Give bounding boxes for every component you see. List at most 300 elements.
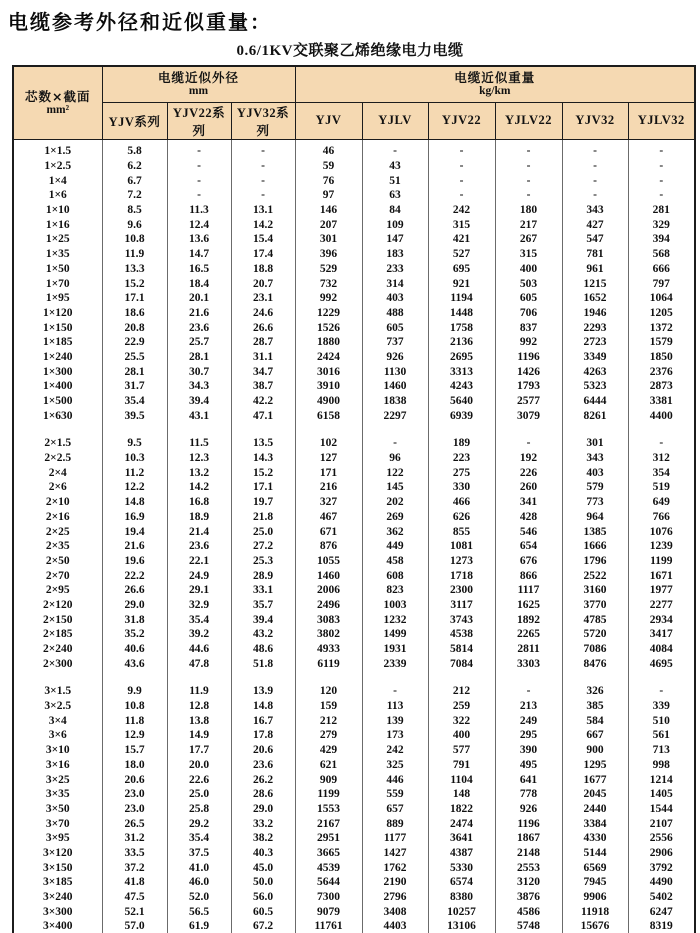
- value-cell: 56.5: [167, 904, 231, 919]
- value-cell: 1194: [428, 291, 495, 306]
- spec-cell: 3×95: [13, 831, 102, 846]
- spec-cell: 2×16: [13, 510, 102, 525]
- table-row: [13, 802, 695, 817]
- value-cell: 325: [362, 758, 428, 773]
- value-cell: 2045: [562, 787, 628, 802]
- value-cell: 18.4: [167, 276, 231, 291]
- value-cell: 14.9: [167, 728, 231, 743]
- value-cell: -: [167, 188, 231, 203]
- value-cell: 26.2: [231, 772, 295, 787]
- value-cell: 34.3: [167, 379, 231, 394]
- value-cell: 84: [362, 203, 428, 218]
- spec-cell: 3×185: [13, 875, 102, 890]
- value-cell: 495: [495, 758, 562, 773]
- value-cell: -: [362, 144, 428, 159]
- spec-cell: 1×50: [13, 262, 102, 277]
- value-cell: 1652: [562, 291, 628, 306]
- value-cell: 279: [295, 728, 362, 743]
- value-cell: 30.7: [167, 364, 231, 379]
- value-cell: 4387: [428, 846, 495, 861]
- value-cell: 1460: [295, 568, 362, 583]
- table-row: [13, 394, 695, 409]
- value-cell: 314: [362, 276, 428, 291]
- value-cell: 5144: [562, 846, 628, 861]
- value-cell: 57.0: [102, 919, 167, 933]
- value-cell: 35.7: [231, 598, 295, 613]
- value-cell: -: [628, 173, 695, 188]
- value-cell: 1199: [628, 554, 695, 569]
- value-cell: 2136: [428, 335, 495, 350]
- value-cell: 27.2: [231, 539, 295, 554]
- spec-cell: 1×500: [13, 394, 102, 409]
- value-cell: 7945: [562, 875, 628, 890]
- value-cell: 3079: [495, 408, 562, 423]
- spacer-cell: [13, 671, 102, 684]
- spec-cell: 2×2.5: [13, 451, 102, 466]
- value-cell: 657: [362, 802, 428, 817]
- value-cell: 40.3: [231, 846, 295, 861]
- value-cell: 29.0: [102, 598, 167, 613]
- value-cell: 1666: [562, 539, 628, 554]
- header-series-yjv-od: YJV系列: [102, 102, 167, 139]
- value-cell: 61.9: [167, 919, 231, 933]
- value-cell: 1499: [362, 627, 428, 642]
- table-row: [13, 262, 695, 277]
- value-cell: 67.2: [231, 919, 295, 933]
- value-cell: 791: [428, 758, 495, 773]
- value-cell: 503: [495, 276, 562, 291]
- value-cell: 339: [628, 699, 695, 714]
- value-cell: 14.8: [231, 699, 295, 714]
- value-cell: 31.1: [231, 350, 295, 365]
- table-row: [13, 232, 695, 247]
- value-cell: 2934: [628, 612, 695, 627]
- value-cell: 926: [362, 350, 428, 365]
- value-cell: 38.2: [231, 831, 295, 846]
- value-cell: -: [562, 188, 628, 203]
- value-cell: 427: [562, 217, 628, 232]
- spacer-cell: [102, 671, 167, 684]
- value-cell: 354: [628, 465, 695, 480]
- value-cell: 3160: [562, 583, 628, 598]
- value-cell: 6444: [562, 394, 628, 409]
- value-cell: 676: [495, 554, 562, 569]
- header-series-yjv22: YJV22: [428, 102, 495, 139]
- spec-cell: 2×150: [13, 612, 102, 627]
- value-cell: 25.5: [102, 350, 167, 365]
- value-cell: 403: [362, 291, 428, 306]
- value-cell: 2496: [295, 598, 362, 613]
- value-cell: -: [495, 173, 562, 188]
- value-cell: 695: [428, 262, 495, 277]
- table-row: [13, 408, 695, 423]
- header-od-group: [102, 66, 295, 102]
- value-cell: 31.2: [102, 831, 167, 846]
- value-cell: 42.2: [231, 394, 295, 409]
- value-cell: 24.9: [167, 568, 231, 583]
- value-cell: 1850: [628, 350, 695, 365]
- spec-cell: 3×4: [13, 713, 102, 728]
- value-cell: 312: [628, 451, 695, 466]
- value-cell: 2906: [628, 846, 695, 861]
- table-row: [13, 173, 695, 188]
- value-cell: 38.7: [231, 379, 295, 394]
- table-row: [13, 495, 695, 510]
- value-cell: 43: [362, 159, 428, 174]
- value-cell: 510: [628, 713, 695, 728]
- value-cell: 183: [362, 247, 428, 262]
- value-cell: 926: [495, 802, 562, 817]
- spec-cell: 2×35: [13, 539, 102, 554]
- value-cell: 1196: [495, 350, 562, 365]
- value-cell: 608: [362, 568, 428, 583]
- value-cell: 400: [428, 728, 495, 743]
- value-cell: 3876: [495, 890, 562, 905]
- header-spec-unit: mm²: [46, 103, 70, 116]
- value-cell: 1385: [562, 524, 628, 539]
- value-cell: 260: [495, 480, 562, 495]
- value-cell: 26.5: [102, 816, 167, 831]
- value-cell: 22.2: [102, 568, 167, 583]
- value-cell: 3665: [295, 846, 362, 861]
- value-cell: 6574: [428, 875, 495, 890]
- value-cell: -: [428, 188, 495, 203]
- value-cell: 362: [362, 524, 428, 539]
- value-cell: 921: [428, 276, 495, 291]
- value-cell: 1372: [628, 320, 695, 335]
- spec-cell: 1×185: [13, 335, 102, 350]
- spec-cell: 1×150: [13, 320, 102, 335]
- value-cell: 1758: [428, 320, 495, 335]
- value-cell: 4243: [428, 379, 495, 394]
- value-cell: 16.8: [167, 495, 231, 510]
- value-cell: 14.2: [231, 217, 295, 232]
- value-cell: 4490: [628, 875, 695, 890]
- value-cell: 32.9: [167, 598, 231, 613]
- value-cell: -: [428, 144, 495, 159]
- spec-cell: 3×16: [13, 758, 102, 773]
- value-cell: 667: [562, 728, 628, 743]
- value-cell: 2474: [428, 816, 495, 831]
- table-row: [13, 335, 695, 350]
- value-cell: -: [362, 684, 428, 699]
- value-cell: 43.1: [167, 408, 231, 423]
- value-cell: 202: [362, 495, 428, 510]
- header-series-yjlv22: YJLV22: [495, 102, 562, 139]
- value-cell: 1214: [628, 772, 695, 787]
- value-cell: 7300: [295, 890, 362, 905]
- table-row: [13, 510, 695, 525]
- value-cell: 16.9: [102, 510, 167, 525]
- table-row: [13, 320, 695, 335]
- value-cell: 1579: [628, 335, 695, 350]
- value-cell: 1718: [428, 568, 495, 583]
- spacer-cell: [231, 423, 295, 436]
- table-row: [13, 713, 695, 728]
- value-cell: 737: [362, 335, 428, 350]
- value-cell: 76: [295, 173, 362, 188]
- header-spec: [13, 66, 102, 139]
- value-cell: 17.1: [102, 291, 167, 306]
- value-cell: 797: [628, 276, 695, 291]
- table-row: [13, 860, 695, 875]
- table-row: [13, 642, 695, 657]
- table-row: [13, 699, 695, 714]
- value-cell: 25.3: [231, 554, 295, 569]
- value-cell: 17.8: [231, 728, 295, 743]
- value-cell: 39.4: [231, 612, 295, 627]
- value-cell: 584: [562, 713, 628, 728]
- value-cell: 21.6: [102, 539, 167, 554]
- value-cell: 467: [295, 510, 362, 525]
- value-cell: 23.6: [167, 320, 231, 335]
- value-cell: 109: [362, 217, 428, 232]
- value-cell: 4084: [628, 642, 695, 657]
- value-cell: 11.3: [167, 203, 231, 218]
- value-cell: 10.8: [102, 232, 167, 247]
- value-cell: 11.5: [167, 436, 231, 451]
- value-cell: 1426: [495, 364, 562, 379]
- spacer-cell: [428, 423, 495, 436]
- spec-cell: 1×35: [13, 247, 102, 262]
- value-cell: 16.7: [231, 713, 295, 728]
- value-cell: 242: [362, 743, 428, 758]
- value-cell: 2577: [495, 394, 562, 409]
- value-cell: 127: [295, 451, 362, 466]
- value-cell: 37.2: [102, 860, 167, 875]
- spacer-cell: [167, 423, 231, 436]
- value-cell: 322: [428, 713, 495, 728]
- table-row: [13, 758, 695, 773]
- value-cell: 24.6: [231, 306, 295, 321]
- value-cell: 992: [495, 335, 562, 350]
- value-cell: 14.3: [231, 451, 295, 466]
- table-body: [13, 139, 695, 933]
- value-cell: 1064: [628, 291, 695, 306]
- value-cell: 5640: [428, 394, 495, 409]
- value-cell: 212: [295, 713, 362, 728]
- value-cell: 7086: [562, 642, 628, 657]
- value-cell: 51: [362, 173, 428, 188]
- value-cell: 63: [362, 188, 428, 203]
- value-cell: 3313: [428, 364, 495, 379]
- value-cell: 1199: [295, 787, 362, 802]
- value-cell: 8.5: [102, 203, 167, 218]
- value-cell: -: [628, 684, 695, 699]
- value-cell: 5748: [495, 919, 562, 933]
- value-cell: 2148: [495, 846, 562, 861]
- value-cell: 41.8: [102, 875, 167, 890]
- value-cell: 33.1: [231, 583, 295, 598]
- table-row: [13, 203, 695, 218]
- table-row: [13, 816, 695, 831]
- value-cell: 2190: [362, 875, 428, 890]
- value-cell: 4933: [295, 642, 362, 657]
- value-cell: 1553: [295, 802, 362, 817]
- spacer-cell: [13, 423, 102, 436]
- spec-cell: 1×25: [13, 232, 102, 247]
- value-cell: 97: [295, 188, 362, 203]
- value-cell: 4400: [628, 408, 695, 423]
- value-cell: 249: [495, 713, 562, 728]
- value-cell: 837: [495, 320, 562, 335]
- value-cell: 3792: [628, 860, 695, 875]
- value-cell: 3117: [428, 598, 495, 613]
- value-cell: 11.9: [102, 247, 167, 262]
- value-cell: 2265: [495, 627, 562, 642]
- table-row: [13, 831, 695, 846]
- value-cell: 315: [428, 217, 495, 232]
- value-cell: 4263: [562, 364, 628, 379]
- table-row: [13, 568, 695, 583]
- spec-cell: 2×70: [13, 568, 102, 583]
- value-cell: 37.5: [167, 846, 231, 861]
- value-cell: 31.8: [102, 612, 167, 627]
- spec-cell: 3×1.5: [13, 684, 102, 699]
- value-cell: 577: [428, 743, 495, 758]
- value-cell: 1076: [628, 524, 695, 539]
- value-cell: 295: [495, 728, 562, 743]
- value-cell: 39.4: [167, 394, 231, 409]
- value-cell: 173: [362, 728, 428, 743]
- value-cell: 649: [628, 495, 695, 510]
- value-cell: 96: [362, 451, 428, 466]
- table-row: [13, 291, 695, 306]
- spec-cell: 1×70: [13, 276, 102, 291]
- value-cell: 3083: [295, 612, 362, 627]
- value-cell: 1427: [362, 846, 428, 861]
- table-row: [13, 904, 695, 919]
- spec-cell: 3×150: [13, 860, 102, 875]
- value-cell: 1796: [562, 554, 628, 569]
- value-cell: 148: [428, 787, 495, 802]
- value-cell: 35.4: [167, 831, 231, 846]
- value-cell: 51.8: [231, 656, 295, 671]
- value-cell: 20.1: [167, 291, 231, 306]
- value-cell: 529: [295, 262, 362, 277]
- spacer-cell: [428, 671, 495, 684]
- value-cell: 47.5: [102, 890, 167, 905]
- value-cell: 21.8: [231, 510, 295, 525]
- spec-cell: 3×6: [13, 728, 102, 743]
- value-cell: 33.5: [102, 846, 167, 861]
- value-cell: 113: [362, 699, 428, 714]
- value-cell: 3016: [295, 364, 362, 379]
- value-cell: 147: [362, 232, 428, 247]
- value-cell: 12.2: [102, 480, 167, 495]
- value-cell: -: [167, 173, 231, 188]
- value-cell: 20.6: [102, 772, 167, 787]
- value-cell: 11761: [295, 919, 362, 933]
- value-cell: 180: [495, 203, 562, 218]
- table-row: [13, 919, 695, 933]
- table-row: [13, 217, 695, 232]
- value-cell: 1177: [362, 831, 428, 846]
- value-cell: 2006: [295, 583, 362, 598]
- value-cell: 20.8: [102, 320, 167, 335]
- page-title: 电缆参考外径和近似重量：: [8, 10, 272, 34]
- value-cell: 3743: [428, 612, 495, 627]
- value-cell: 5402: [628, 890, 695, 905]
- value-cell: 13106: [428, 919, 495, 933]
- value-cell: 3641: [428, 831, 495, 846]
- spec-cell: 3×120: [13, 846, 102, 861]
- value-cell: 301: [295, 232, 362, 247]
- value-cell: 48.6: [231, 642, 295, 657]
- value-cell: 102: [295, 436, 362, 451]
- spec-cell: 2×1.5: [13, 436, 102, 451]
- value-cell: 732: [295, 276, 362, 291]
- spec-cell: 3×300: [13, 904, 102, 919]
- header-series-yjv22-od: YJV22系列: [167, 102, 231, 139]
- spacer-row: [13, 671, 695, 684]
- value-cell: 12.3: [167, 451, 231, 466]
- value-cell: 23.1: [231, 291, 295, 306]
- spec-cell: 1×6: [13, 188, 102, 203]
- value-cell: 9906: [562, 890, 628, 905]
- value-cell: 1003: [362, 598, 428, 613]
- spec-cell: 1×4: [13, 173, 102, 188]
- table-row: [13, 787, 695, 802]
- value-cell: 16.5: [167, 262, 231, 277]
- table-row: [13, 247, 695, 262]
- value-cell: -: [495, 436, 562, 451]
- value-cell: 3802: [295, 627, 362, 642]
- value-cell: -: [628, 436, 695, 451]
- value-cell: 13.2: [167, 465, 231, 480]
- value-cell: 12.8: [167, 699, 231, 714]
- value-cell: 390: [495, 743, 562, 758]
- value-cell: 8319: [628, 919, 695, 933]
- value-cell: 29.2: [167, 816, 231, 831]
- header-series-yjlv: YJLV: [362, 102, 428, 139]
- table-row: [13, 364, 695, 379]
- value-cell: 2339: [362, 656, 428, 671]
- value-cell: 11918: [562, 904, 628, 919]
- value-cell: 3303: [495, 656, 562, 671]
- header-weight-label: 电缆近似重量: [454, 70, 536, 86]
- value-cell: 2297: [362, 408, 428, 423]
- table-row: [13, 598, 695, 613]
- value-cell: 13.8: [167, 713, 231, 728]
- table-row: [13, 846, 695, 861]
- value-cell: 961: [562, 262, 628, 277]
- value-cell: 547: [562, 232, 628, 247]
- value-cell: -: [628, 144, 695, 159]
- value-cell: 1892: [495, 612, 562, 627]
- table-row: [13, 627, 695, 642]
- value-cell: 226: [495, 465, 562, 480]
- value-cell: 855: [428, 524, 495, 539]
- value-cell: 964: [562, 510, 628, 525]
- value-cell: 1196: [495, 816, 562, 831]
- value-cell: 23.0: [102, 787, 167, 802]
- table-row: [13, 656, 695, 671]
- value-cell: 2107: [628, 816, 695, 831]
- value-cell: 1273: [428, 554, 495, 569]
- table-subtitle: 0.6/1KV交联聚乙烯绝缘电力电缆: [236, 43, 464, 59]
- spec-cell: 1×10: [13, 203, 102, 218]
- header-series-yjv32: YJV32: [562, 102, 628, 139]
- table-row: [13, 554, 695, 569]
- value-cell: 666: [628, 262, 695, 277]
- spec-cell: 1×630: [13, 408, 102, 423]
- spec-cell: 1×400: [13, 379, 102, 394]
- value-cell: 29.0: [231, 802, 295, 817]
- value-cell: 47.1: [231, 408, 295, 423]
- spec-cell: 2×240: [13, 642, 102, 657]
- value-cell: 13.6: [167, 232, 231, 247]
